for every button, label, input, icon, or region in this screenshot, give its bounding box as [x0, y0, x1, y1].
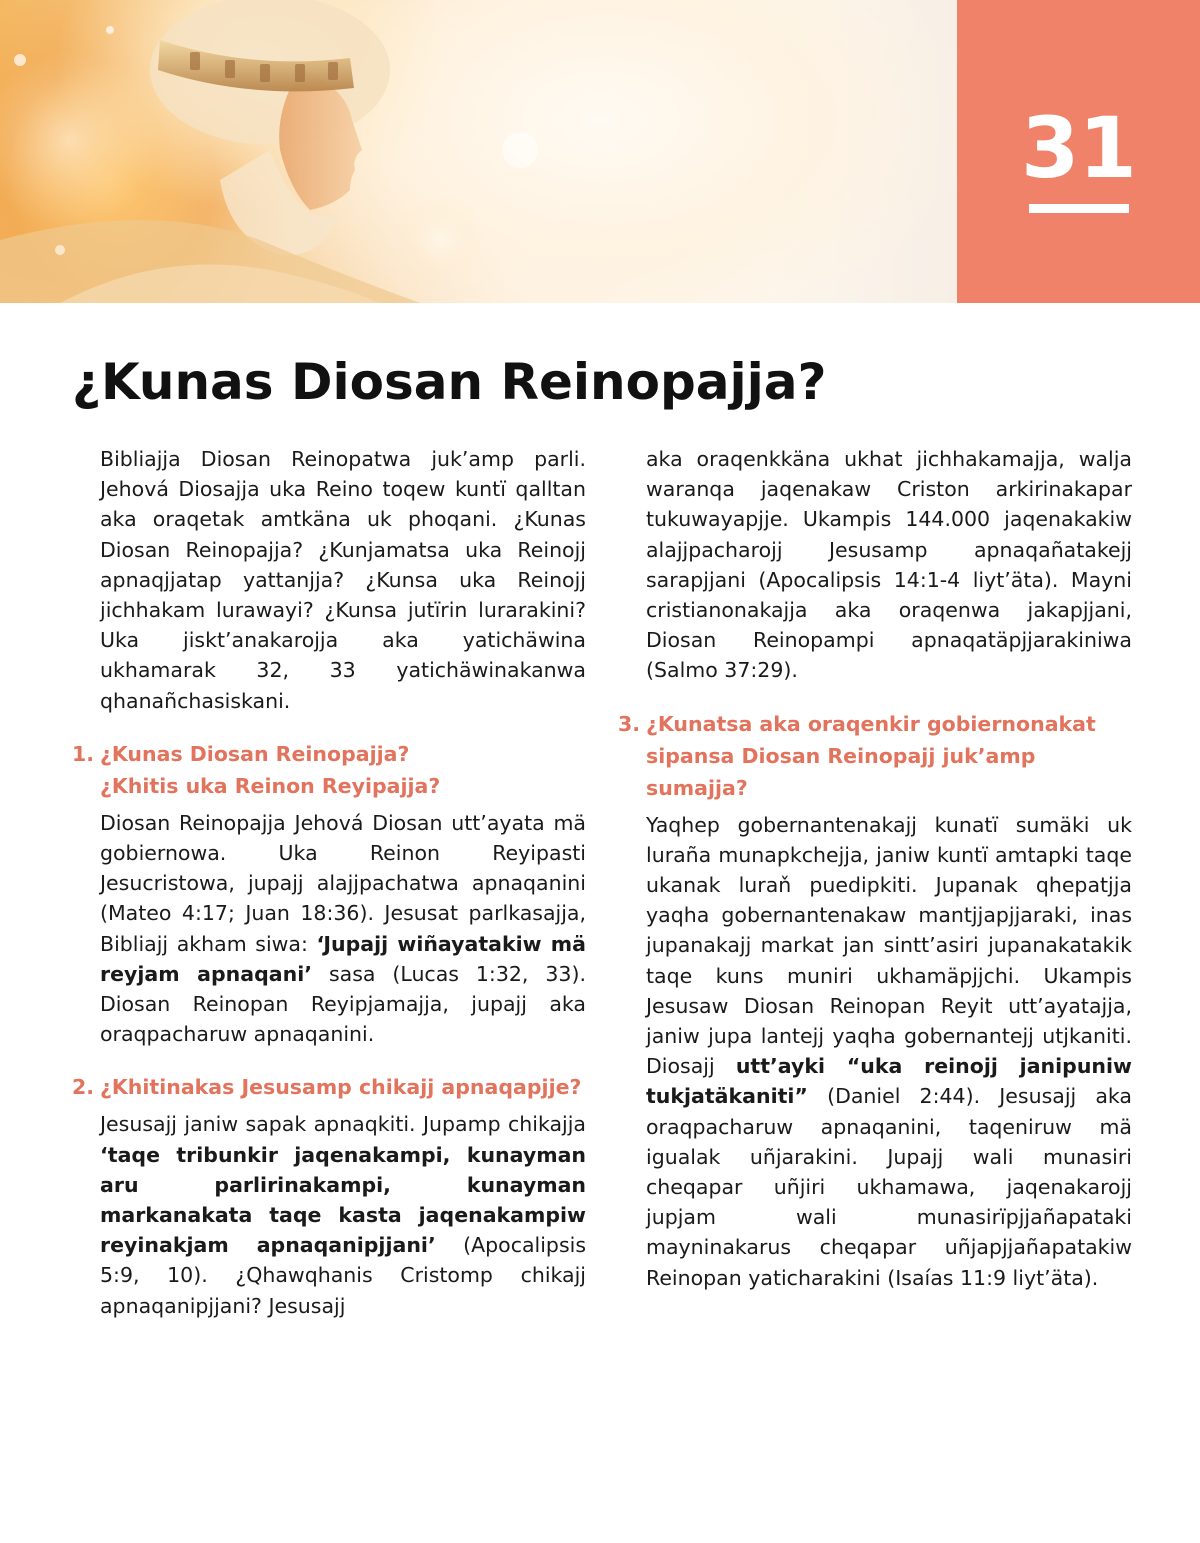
answer-3-text-a: Yaqhep gobernantenakajj kunatï sumäki uk luraña munapkchejja, janiw kuntï amtapki taqe ukanak luraň puedipkiti. Jupanak qhepatjja yaqha gobernantenakaw mantjjapjjaraki, inas jupanakajj markat jan sintt’asiri jupanakatakik taqe kuns muniri ukhamäpjjchi. Ukampis Jesusaw Diosan Reinopan Reyit utt’ayatajja, janiw jupa lantejj yaqha gobernantejj utjkaniti. Diosajj — [646, 812, 1132, 1079]
answer-1-paragraph — [100, 808, 586, 1050]
page-title: ¿Kunas Diosan Reinopajja? — [72, 353, 827, 411]
answer-2-text-b-continued: aka oraqenkkäna ukhat jichhakamajja, walja waranqa jaqenakaw Criston arkirinakapar tukuwayapjje. Ukampis 144.000 jaqenakakiw alajjpacharojj Jesusamp apnaqañatakejj sarapjjani (Apocalipsis 14:1-4 liyt’äta). Mayni cristianonakajja aka oraqenwa jakapjjani, Diosan Reinopampi apnaqatäpjjarakiniwa (Salmo 37:29). — [646, 447, 1132, 683]
question-3-line-1: ¿Kunatsa aka oraqenkir gobiernonakat — [646, 711, 1096, 736]
question-3 — [618, 708, 1132, 804]
answer-1-bold: ‘Jupajj wiñayatakiw mä reyjam apnaqani’ — [100, 931, 586, 986]
answer-2-paragraph-part-2 — [646, 444, 1132, 686]
answer-1-text-a: Diosan Reinopajja Jehová Diosan utt’ayata mä gobiernowa. Uka Reinon Reyipasti Jesucristowa, jupajj alajjpachatwa apnaqanini (Mateo 4:17; Juan 18:36). Jesusat parlkasajja, Bibliajj akham siwa: — [100, 810, 586, 956]
chapter-number: 31 — [1021, 99, 1136, 197]
answer-3-text-b: (Daniel 2:44). Jesusajj aka oraqpacharuw apnaqanini, taqeniruw mä igualak uñjarakini. Jupajj wali munasiri cheqapar uñjiri ukhamawa, jaqenakarojj jupjam wali munasirïpjjañapataki mayninakarus cheqapar uñjapjjañapatakiw Reinopan yaticharakini (Isaías 11:9 liyt’äta). — [646, 1084, 1132, 1290]
answer-2-text-a: Jesusajj janiw sapak apnaqkiti. Jupamp chikajja — [100, 1112, 586, 1137]
answer-1-text-b: sasa (Lucas 1:32, 33). Diosan Reinopan Reyipjamajja, jupajj aka oraqpacharuw apnaqanini. — [100, 961, 586, 1047]
question-1-number: 1. — [72, 741, 95, 766]
left-column — [72, 444, 586, 1321]
answer-2-bold: ‘taqe tribunkir jaqenakampi, kunayman aru parlirinakampi, kunayman markanakata taqe kasta jaqenakampiw reyinakjam apnaqanipjjani’ — [100, 1142, 586, 1258]
hero-image — [0, 0, 957, 303]
question-2-number: 2. — [72, 1075, 95, 1100]
question-2 — [72, 1071, 586, 1103]
chapter-underline — [1029, 204, 1129, 213]
king-figure-illustration — [0, 0, 957, 303]
answer-2-paragraph-part-1 — [100, 1109, 586, 1320]
question-1 — [72, 738, 586, 802]
answer-3-bold: utt’ayki “uka reinojj janipuniw tukjatäkaniti” — [646, 1054, 1132, 1109]
intro-paragraph: Bibliajja Diosan Reinopatwa juk’amp parli. Jehová Diosajja uka Reino toqew kuntï qalltan aka oraqetak amtkäna uk phoqani. ¿Kunas Diosan Reinopajja? ¿Kunjamatsa uka Reinojj apnaqjjatap yattanjja? ¿Kunsa uka Reinojj jichhakam lurawayi? ¿Kunsa jutïrin lurarakini? Uka jiskt’anakarojja aka yatichäwina ukhamarak 32, 33 yatichäwinakanwa qhanañchasiskani. — [100, 447, 586, 713]
question-3-line-2: sipansa Diosan Reinopajj juk’amp sumajja? — [646, 743, 1036, 800]
answer-3-paragraph — [646, 810, 1132, 1293]
question-1-line-2: ¿Khitis uka Reinon Reyipajja? — [100, 773, 441, 798]
chapter-badge — [957, 0, 1200, 303]
question-1-line-1: ¿Kunas Diosan Reinopajja? — [100, 741, 410, 766]
right-column — [618, 444, 1132, 1293]
question-2-line-1: ¿Khitinakas Jesusamp chikajj apnaqapjje? — [100, 1075, 582, 1100]
question-3-number: 3. — [618, 711, 641, 736]
answer-2-text-b-start: (Apocalipsis 5:9, 10). ¿Qhawqhanis Cristomp chikajj apnaqanipjjani? Jesusajj — [100, 1233, 586, 1318]
